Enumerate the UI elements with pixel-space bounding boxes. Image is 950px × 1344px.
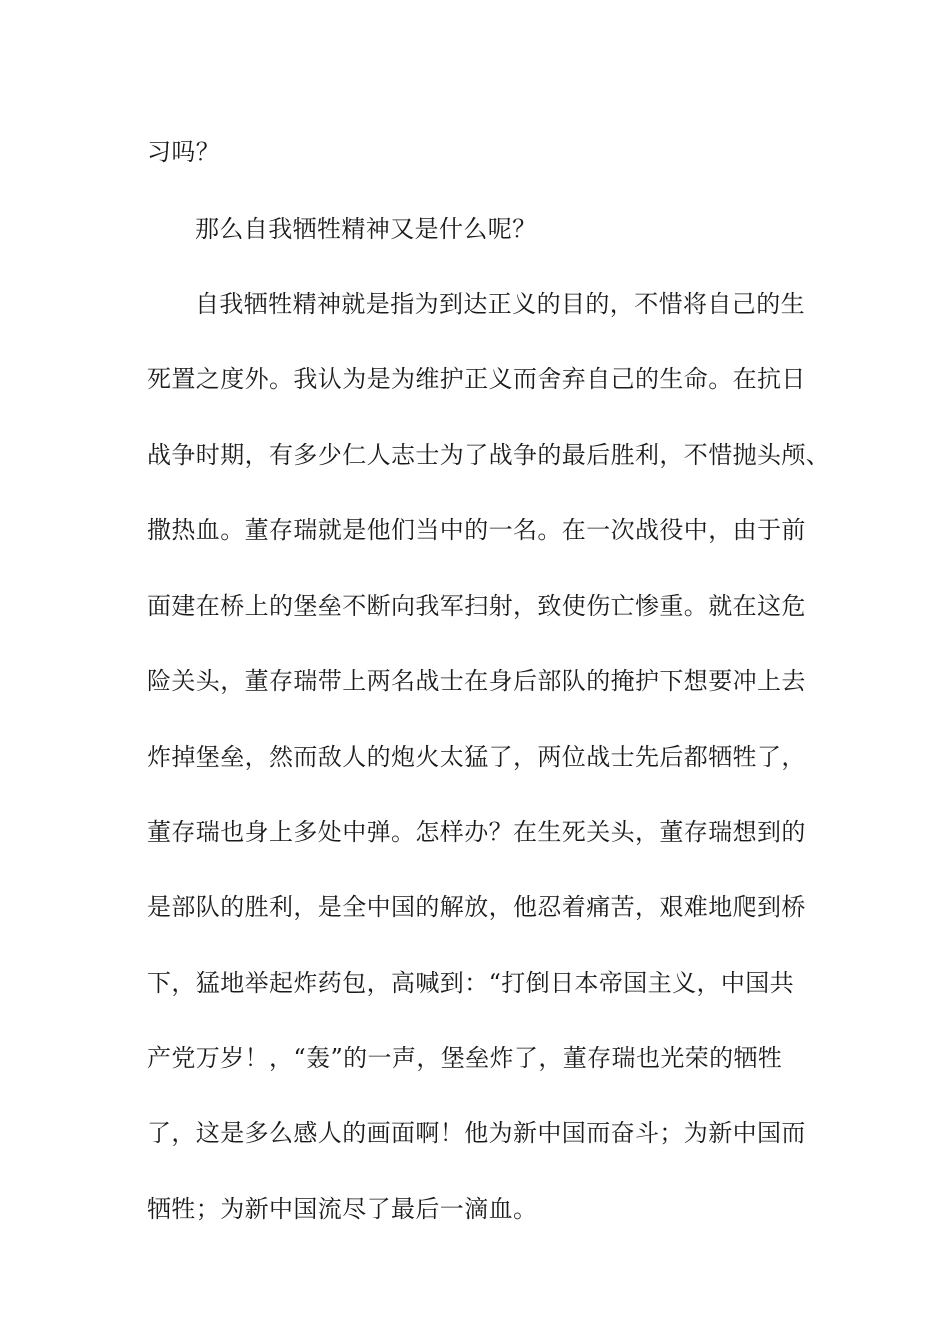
paragraph-line-4: 死置之度外。我认为是为维护正义而舍弃自己的生命。在抗日 [147,365,806,393]
paragraph-line-9: 炸掉堡垒，然而敌人的炮火太猛了，两位战士先后都牺牲了， [147,743,806,771]
paragraph-line-7: 面建在桥上的堡垒不断向我军扫射，致使伤亡惨重。就在这危 [147,592,806,620]
paragraph-line-13: 产党万岁！，“轰”的一声，堡垒炸了，董存瑞也光荣的牺牲 [147,1044,783,1072]
paragraph-line-11: 是部队的胜利，是全中国的解放，他忍着痛苦，艰难地爬到桥 [147,893,806,921]
paragraph-line-14: 了，这是多么感人的画面啊！他为新中国而奋斗；为新中国而 [147,1119,806,1147]
paragraph-line-5: 战争时期，有多少仁人志士为了战争的最后胜利，不惜抛头颅、 [147,441,831,469]
paragraph-line-15: 牺牲；为新中国流尽了最后一滴血。 [147,1195,538,1223]
paragraph-line-2: 那么自我牺牲精神又是什么呢？ [195,215,537,243]
paragraph-line-12: 下，猛地举起炸药包，高喊到：“打倒日本帝国主义，中国共 [147,969,795,997]
paragraph-line-10: 董存瑞也身上多处中弹。怎样办？在生死关头，董存瑞想到的 [147,818,806,846]
paragraph-line-1: 习吗？ [147,138,221,166]
paragraph-line-3: 自我牺牲精神就是指为到达正义的目的，不惜将自己的生 [195,290,805,318]
paragraph-line-8: 险关头，董存瑞带上两名战士在身后部队的掩护下想要冲上去 [147,667,806,695]
paragraph-line-6: 撒热血。董存瑞就是他们当中的一名。在一次战役中，由于前 [147,516,806,544]
